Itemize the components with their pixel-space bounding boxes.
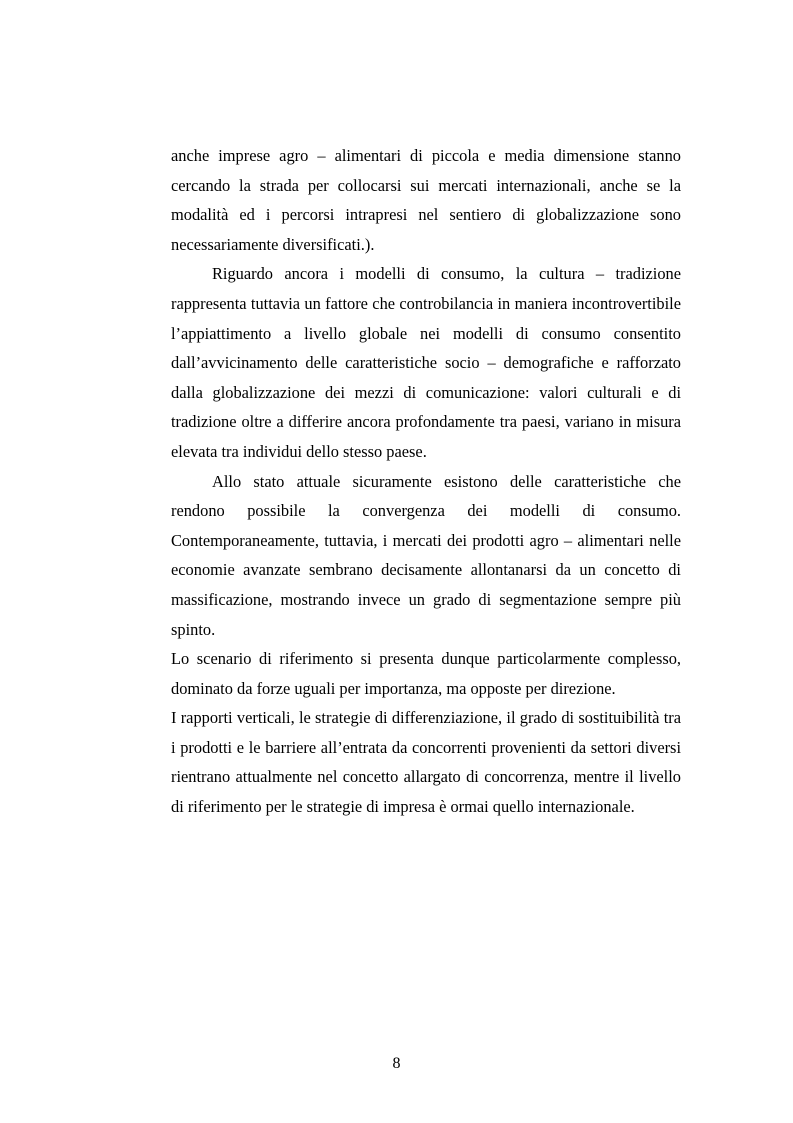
paragraph-cultural-tradition: Riguardo ancora i modelli di consumo, la cultura – tradizione rappresenta tuttavia un fattore che controbilancia in maniera incontrovertibile l’appiattimento a livello globale nei modelli di consumo consentito dall’avvicinamento delle caratteristiche socio – demografiche e rafforzato dalla globalizzazione dei mezzi di comunicazione: valori culturali e di tradizione oltre a differire ancora profondamente tra paesi, variano in misura elevata tra individui dello stesso paese. (171, 264, 681, 461)
page-number: 8 (392, 1055, 401, 1072)
paragraph-convergence: Allo stato attuale sicuramente esistono delle caratteristiche che rendono possibile la convergenza dei modelli di consumo. Contemporaneamente, tuttavia, i mercati dei prodotti agro – alimentari nelle economie avanzate sembrano decisamente allontanarsi da un concetto di massificazione, mostrando invece un grado di segmentazione sempre più spinto. (171, 471, 681, 639)
paragraph-competition: I rapporti verticali, le strategie di differenziazione, il grado di sostituibilità tra i prodotti e le barriere all’entrata da concorrenti provenienti da settori diversi rientrano attualmente nel concetto allargato di concorrenza, mentre il livello di riferimento per le strategie di impresa è ormai quello internazionale. (171, 708, 681, 817)
paragraph-scenario: Lo scenario di riferimento si presenta dunque particolarmente complesso, dominato da forze uguali per importanza, ma opposte per direzione. (171, 649, 681, 698)
page-body (171, 141, 681, 822)
paragraph-continuation: anche imprese agro – alimentari di piccola e media dimensione stanno cercando la strada per collocarsi sui mercati internazionali, anche se la modalità ed i percorsi intrapresi nel sentiero di globalizzazione sono necessariamente diversificati.). (171, 146, 681, 254)
